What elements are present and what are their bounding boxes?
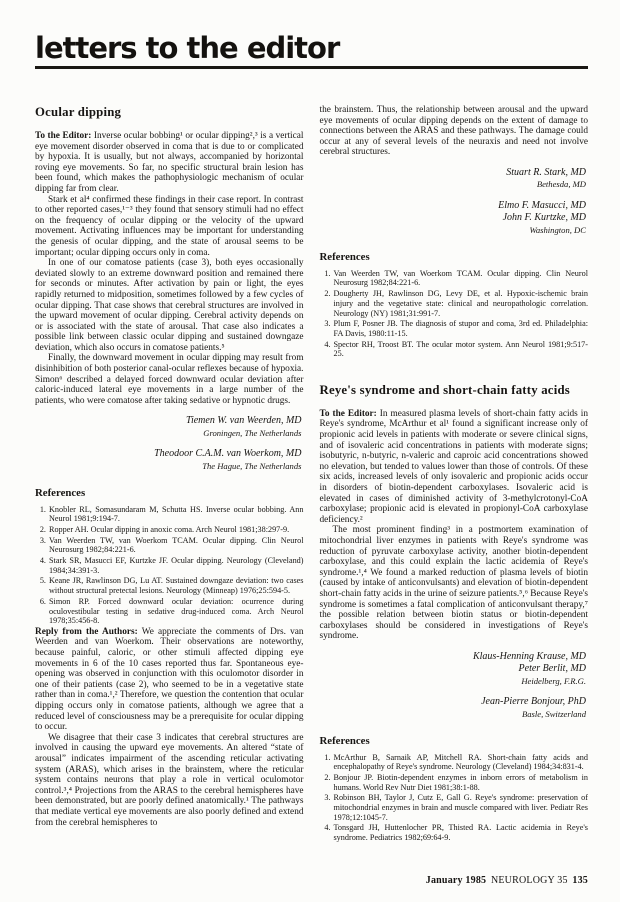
- letter1-signature-2: [35, 448, 302, 472]
- page-footer: [426, 875, 588, 886]
- signature-place: Heidelberg, F.R.G.: [521, 675, 586, 686]
- reference-item: 4. Spector RH, Troost BT. The ocular motor system. Ann Neurol 1981;9:517-25.: [333, 340, 589, 359]
- signature-name: Peter Berlit, MD: [518, 663, 586, 675]
- signature-place: The Hague, The Netherlands: [202, 460, 302, 471]
- letter1-heading: Ocular dipping: [35, 105, 122, 119]
- reply-lead: Reply from the Authors:: [35, 626, 138, 637]
- reply-references-heading: References: [319, 250, 370, 263]
- to-the-editor-lead: To the Editor:: [35, 131, 92, 141]
- signature-name: Jean-Pierre Bonjour, PhD: [481, 696, 586, 708]
- reply-signature-1: [320, 167, 587, 191]
- signature-name: Theodoor C.A.M. van Woerkom, MD: [154, 448, 302, 460]
- reference-item: 2. Ropper AH. Ocular dipping in anoxic coma. Arch Neurol 1981;38:297-9.: [48, 525, 304, 535]
- letter2-paragraph-1: [320, 409, 589, 526]
- signature-name: Elmo F. Masucci, MD: [498, 199, 586, 211]
- signature-name: Stuart R. Stark, MD: [506, 166, 586, 178]
- reference-item: 3. Van Weerden TW, van Woerkom TCAM. Ocular dipping. Clin Neurol Neurosurg 1982;84:221-6.: [48, 536, 304, 555]
- letter2-heading: Reye's syndrome and short-chain fatty acids: [319, 382, 570, 397]
- letter2-signature-1: [320, 651, 587, 687]
- signature-place: Basle, Switzerland: [522, 708, 586, 719]
- reply-paragraph-2: We disagree that their case 3 indicates that cerebral structures are involved in causing the upward eye movements. An altered “state of arousal” indicates impairment of the ascending reticular activating system (ARAS), which arises in the brainstem, where the reticular system contains neurons that play a role in vertical oculomotor control.³,⁴ Projections from the ARAS to the cerebral hemispheres have been demonstrated, but are poorly defined anatomically.¹ The pathways that mediate vertical eye movements are also poorly defined and extend from the cerebral hemispheres to: [35, 732, 304, 828]
- signature-place: Washington, DC: [529, 224, 586, 235]
- signature-place: Groningen, The Netherlands: [203, 427, 302, 438]
- reference-item: 2. Bonjour JP. Biotin-dependent enzymes in inborn errors of metabolism in humans. World Rev Nutr Diet 1981;38:1-88.: [333, 773, 589, 792]
- reference-item: 3. Robinson BH, Taylor J, Cutz E, Gall G. Reye's syndrome: preservation of mitochondrial enzymes in brain and muscle compared with liver. Pediatr Res 1978;12:1045-7.: [333, 793, 589, 822]
- reference-item: 1. McArthur B, Sarnaik AP, Mitchell RA. Short-chain fatty acids and encephalopathy of Reye's syndrome. Neurology (Cleveland) 1984;34:831-4.: [333, 753, 589, 772]
- letter1-signature-1: [35, 415, 302, 439]
- letter1-paragraph-1-text: Inverse ocular bobbing¹ or ocular dipping²,³ is a vertical eye movement disorder observed in coma that is due to or complicated by hypoxia. It is usually, but not always, accompanied by horizontal roving eye movements. So far, no specific structural brain lesion has been found, which makes the pathophysiologic mechanism of ocular dipping far from clear.: [35, 131, 304, 194]
- page-title: letters to the editor: [35, 31, 340, 65]
- left-column: [35, 105, 304, 844]
- letter1-paragraph-1: [35, 131, 304, 195]
- reference-item: 3. Plum F, Posner JB. The diagnosis of stupor and coma, 3rd ed. Philadelphia: FA Davis, 1980:11-15.: [333, 319, 589, 338]
- signature-place: Bethesda, MD: [536, 179, 586, 190]
- letter1-reference-list: [35, 505, 304, 626]
- reply-paragraph-2-continuation: the brainstem. Thus, the relationship between arousal and the upward eye movements of ocular dipping depends on the extent of damage to connections between the ARAS and these pathways. The damage could occur at any of several levels of the neuraxis and need not involve cerebral structures.: [319, 105, 588, 158]
- letter1-paragraph-2: Stark et al⁴ confirmed these findings in their case report. In contrast to other reported cases,¹⁻³ they found that sensory stimuli had no effect on the frequency of ocular dipping or the velocity of the upward movement. Activating influences may be important for understanding the genesis of ocular dipping, and the state of arousal seems to be important; ocular dipping occurs only in coma.: [35, 194, 304, 258]
- letter1-paragraph-3: In one of our comatose patients (case 3), both eyes occasionally deviated slowly to an extreme downward position and remained there for seconds or minutes. After activation by pain or light, the eyes rapidly returned to midposition, sometimes followed by a few cycles of ocular dipping. That case shows that cerebral structures are involved in the upward movement of ocular dipping. Cerebral activity depends on or is associated with the state of arousal. That case also indicates a possible link between classic ocular dipping and sustained downgaze deviation, which also occurs in comatose patients.⁵: [35, 258, 304, 353]
- footer-page-number: 135: [572, 875, 588, 886]
- reply-reference-list: [320, 269, 589, 359]
- signature-name: John F. Kurtzke, MD: [502, 212, 586, 224]
- reply-paragraph-1: [35, 627, 304, 733]
- right-column: [320, 105, 589, 844]
- reply-signature-2: [320, 200, 587, 236]
- signature-name: Klaus-Henning Krause, MD: [472, 650, 586, 662]
- to-the-editor-lead: To the Editor:: [319, 408, 377, 419]
- reference-item: 1. Knobler RL, Somasundaram M, Schutta HS. Inverse ocular bobbing. Ann Neurol 1981;9:194-7.: [48, 505, 304, 524]
- reference-item: 2. Dougherty JH, Rawlinson DG, Levy DE, et al. Hypoxic-ischemic brain injury and the vegetative state: clinical and neuropathologic correlation. Neurology (NY) 1981;31:991-7.: [333, 289, 589, 318]
- reference-item: 5. Keane JR, Rawlinson DG, Lu AT. Sustained downgaze deviation: two cases without structural pretectal lesions. Neurology (Minneap) 1976;25:594-5.: [48, 576, 304, 595]
- two-column-layout: [35, 105, 588, 844]
- reference-item: 4. Tonsgard JH, Huttenlocher PR, Thisted RA. Lactic acidemia in Reye's syndrome. Pediatrics 1982;69:64-9.: [333, 823, 589, 842]
- letter2-paragraph-1-text: In measured plasma levels of short-chain fatty acids in Reye's syndrome, McArthur et al¹ found a significant increase only of propionic acid levels in patients with moderate or severe clinical signs, and of isovaleric acid concentrations in patients with moderate signs; isobutyric, n-butyric, n-valeric and caproic acid concentrations showed no elevation, but tended to values lower than those of controls. Of these six acids, increased levels of only isovaleric and propionic acids occur in disorders of biotin-dependent carboxylases. Isovaleric acid is elevated in cases of diminished activity of 3-methylcrotonyl-CoA carboxylase; propionic acid is elevated in propionyl-CoA carboxylase deficiency.²: [319, 408, 589, 525]
- signature-name: Tiemen W. van Weerden, MD: [185, 415, 302, 427]
- reference-item: 1. Van Weerden TW, van Woerkom TCAM. Ocular dipping. Clin Neurol Neurosurg 1982;84:221-6.: [333, 269, 589, 288]
- letter1-paragraph-4: Finally, the downward movement in ocular dipping may result from disinhibition of both posterior canal-ocular reflexes because of hypoxia. Simon⁶ described a delayed forced downward ocular deviation after caloric-induced lateral eye movements in a large number of the patients, who were comatose after taking sedative or hypnotic drugs.: [35, 353, 304, 406]
- reply-paragraph-1-text: We appreciate the comments of Drs. van Weerden and van Woerkom. Their observations are noteworthy, because painful, caloric, or other stimuli affected dipping eye movements in 6 of the 10 cases reported thus far. Spontaneous eye-opening was observed in conjunction with this oculomotor disorder in one of their patients (case 2), who seemed to be in a vegetative state rather than in coma.¹,² Therefore, we question the contention that ocular dipping occurs only in comatose patients, although we agree that a reduced level of consciousness may be a prerequisite for ocular dipping to occur.: [35, 626, 304, 733]
- letter2-references-heading: References: [319, 734, 370, 747]
- reference-item: 4. Stark SR, Masucci EF, Kurtzke JF. Ocular dipping. Neurology (Cleveland) 1984;34:391-3.: [48, 556, 304, 575]
- letter2-signature-2: [320, 696, 587, 720]
- letter2-paragraph-2: The most prominent finding³ in a postmortem examination of mitochondrial liver enzymes in patients with Reye's syndrome was reduction of pyruvate carboxylase activity, another biotin-dependent carboxylase, and this could explain the lactic acidemia of Reye's syndrome.¹,⁴ We found a marked reduction of plasma levels of biotin (caused by intake of anticonvulsants) and elevation of biotin-dependent short-chain fatty acids in the urine of seizure patients.⁵,⁶ Because Reye's syndrome is sometimes a fatal complication of anticonvulsant therapy,⁷ the possible relation between biotin status or biotin-dependent carboxylases should be considered in investigations of Reye's syndrome.: [319, 525, 588, 642]
- footer-issue: January 1985: [425, 875, 487, 886]
- letter1-references-heading: References: [35, 486, 86, 499]
- footer-journal: NEUROLOGY 35: [490, 875, 568, 886]
- letter2-reference-list: [320, 753, 589, 843]
- masthead: [35, 31, 588, 69]
- reference-item: 6. Simon RP. Forced downward ocular deviation: ocurrence during oculovestibular testing in sedative drug-induced coma. Arch Neurol 1978;35:456-8.: [48, 597, 304, 626]
